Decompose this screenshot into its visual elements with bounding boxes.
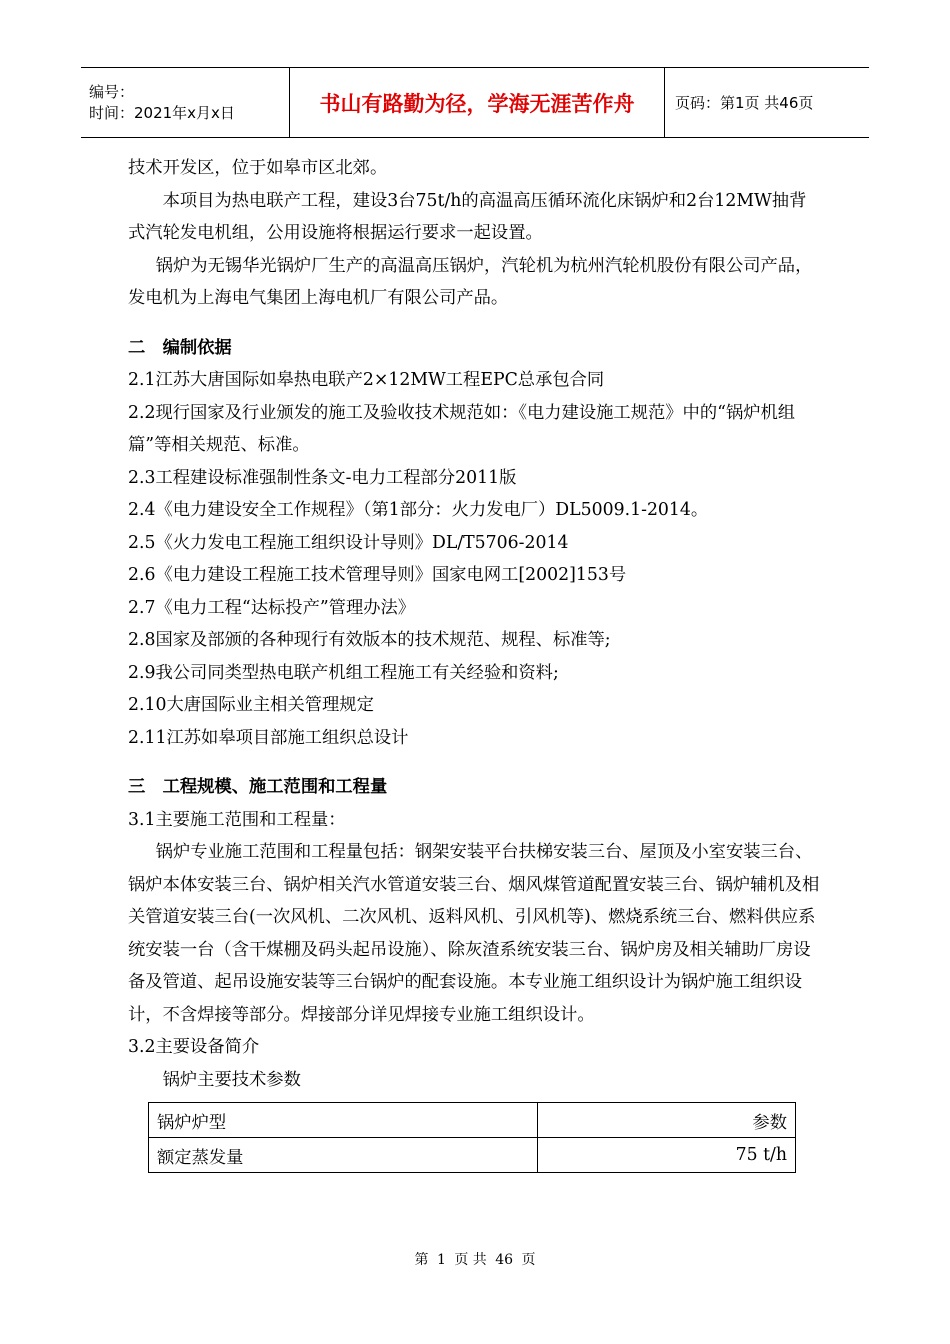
header-motto: 书山有路勤为径，学海无涯苦作舟 [290, 68, 665, 137]
document-body [128, 152, 822, 1173]
list-item: 2.7《电力工程“达标投产”管理办法》 [128, 597, 416, 618]
list-item: 2.5《火力发电工程施工组织设计导则》DL/T5706-2014 [128, 532, 569, 553]
list-item: 2.8国家及部颁的各种现行有效版本的技术规范、规程、标准等; [128, 630, 611, 650]
document-number-label: 编号： [89, 82, 135, 101]
footer-total-pages: 46 [495, 1252, 514, 1268]
list-item: 2.4《电力建设安全工作规程》（第1部分：火力发电厂）DL5009.1-2014。 [128, 500, 709, 520]
list-item: 2.2现行国家及行业颁发的施工及验收技术规范如：《电力建设施工规范》中的“锅炉机组篇”等相关规范、标准。 [128, 402, 796, 455]
page-footer [0, 1249, 950, 1269]
list-item: 2.3工程建设标准强制性条文-电力工程部分2011版 [128, 467, 517, 488]
table-cell: 锅炉炉型 [149, 1103, 538, 1138]
list-item: 2.6《电力建设工程施工技术管理导则》国家电网工[2002]153号 [128, 565, 627, 585]
paragraph: 锅炉专业施工范围和工程量包括：钢架安装平台扶梯安装三台、屋顶及小室安装三台、锅炉本体安装三台、锅炉相关汽水管道安装三台、烟风煤管道配置安装三台、锅炉辅机及相关管道安装三台(一次风机、二次风机、返料风机、引风机等)、燃烧系统三台、燃料供应系统安装一台（含干煤棚及码头起吊设施）、除灰渣系统安装三台、锅炉房及相关辅助厂房设备及管道、起吊设施安装等三台锅炉的配套设施。本专业施工组织设计为锅炉施工组织设计，不含焊接等部分。焊接部分详见焊接专业施工组织设计。 [128, 842, 820, 1025]
list-item: 2.10大唐国际业主相关管理规定 [128, 695, 374, 715]
paragraph: 技术开发区，位于如皋市区北郊。 [128, 158, 388, 178]
table-caption: 锅炉主要技术参数 [162, 1069, 301, 1090]
subsection-heading: 3.2主要设备简介 [128, 1037, 260, 1057]
header-page-info: 页码：第1页 共46页 [675, 94, 814, 112]
list-item: 2.9我公司同类型热电联产机组工程施工有关经验和资料; [128, 662, 559, 683]
footer-prefix: 第 [414, 1252, 429, 1268]
section-heading: 二 编制依据 [128, 337, 232, 358]
list-item: 2.11江苏如皋项目部施工组织总设计 [128, 727, 409, 748]
section-heading: 三 工程规模、施工范围和工程量 [128, 777, 388, 797]
paragraph: 锅炉为无锡华光锅炉厂生产的高温高压锅炉，汽轮机为杭州汽轮机股份有限公司产品，发电机为上海电气集团上海电机厂有限公司产品。 [128, 255, 813, 308]
list-item: 2.1江苏大唐国际如皋热电联产2×12MW工程EPC总承包合同 [128, 370, 605, 390]
table-cell: 额定蒸发量 [149, 1138, 538, 1173]
paragraph: 本项目为热电联产工程，建设3台75t/h的高温高压循环流化床锅炉和2台12MW抽背式汽轮发电机组，公用设施将根据运行要求一起设置。 [128, 190, 807, 243]
parameters-table [148, 1102, 796, 1173]
page-header [81, 67, 869, 138]
footer-suffix: 页 [521, 1252, 536, 1268]
footer-page-number: 1 [436, 1252, 446, 1268]
table-row [149, 1103, 796, 1138]
header-meta [81, 68, 290, 137]
subsection-heading: 3.1主要施工范围和工程量： [128, 809, 346, 830]
footer-mid: 页 共 [454, 1252, 487, 1268]
document-date: 时间：2021年x月x日 [89, 103, 235, 122]
table-row [149, 1138, 796, 1173]
table-cell: 75 t/h [538, 1138, 796, 1173]
table-cell: 参数 [538, 1103, 796, 1138]
